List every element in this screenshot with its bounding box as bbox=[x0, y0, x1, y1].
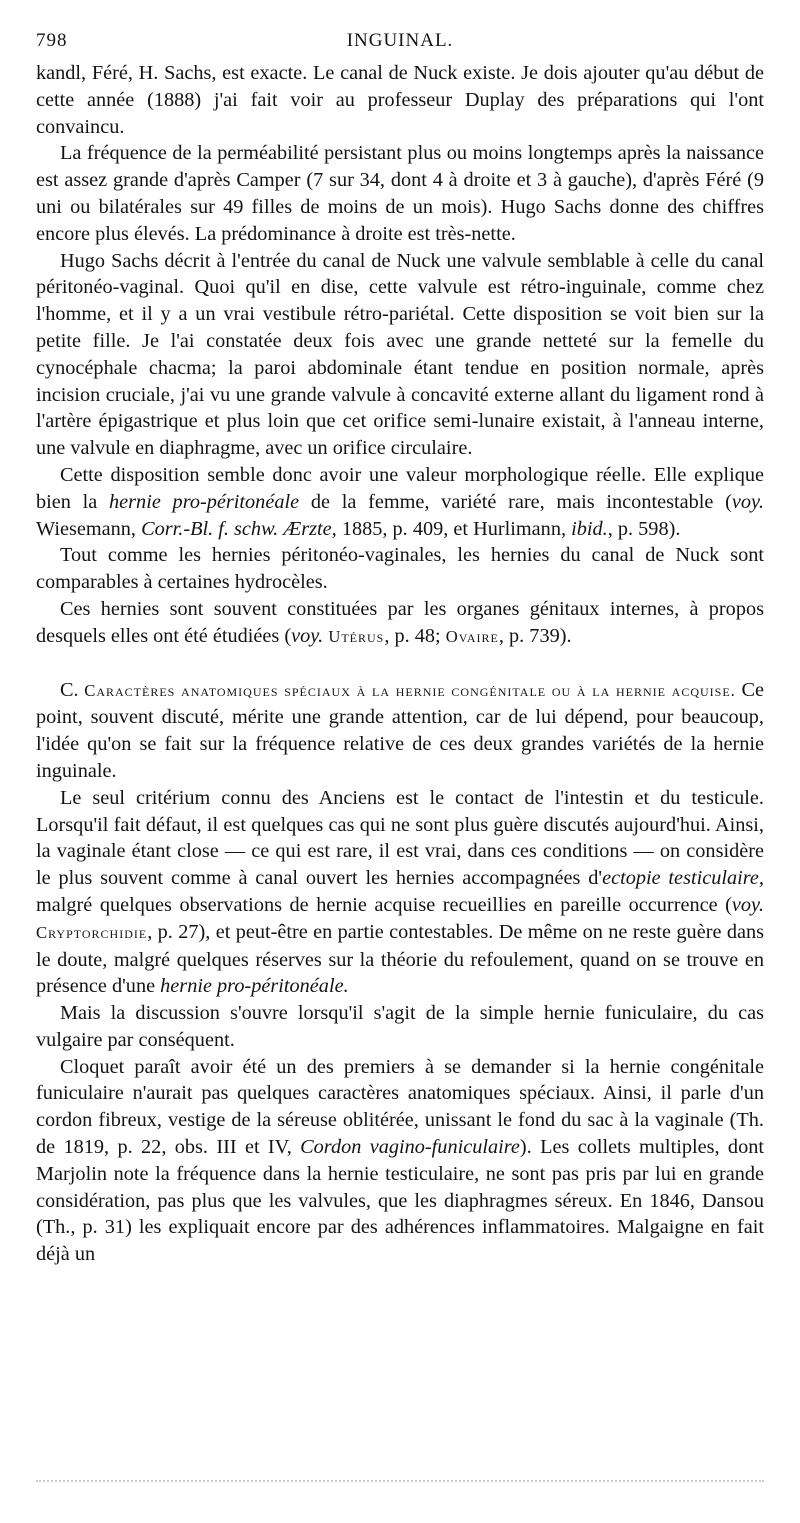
paragraph: La fréquence de la perméabilité persistant plus ou moins longtemps après la naissance est assez grande d'après Camper (7 sur 34, dont 4 à droite et 3 à gauche), d'après Féré (9 uni ou bilatérales sur 49 filles de moins de un mois). Hugo Sachs donne des chiffres encore plus élevés. La prédominance à droite est très-nette. bbox=[36, 142, 764, 245]
paragraph bbox=[36, 785, 764, 1000]
paragraph: Mais la discussion s'ouvre lorsqu'il s'agit de la simple hernie funiculaire, du cas vulgaire par conséquent. bbox=[36, 1002, 764, 1051]
paragraph bbox=[36, 462, 764, 542]
text-run: ). Les collets multiples, dont Marjolin note la fréquence dans la hernie testiculaire, ne sont pas pris par lui en grande considération, pas plus que les valvules, que les diaphragmes séreux. En 1846, Dansou (Th., p. 31) les expliquait encore par des adhérences inflammatoires. Malgaigne en fait déjà un bbox=[36, 1136, 764, 1266]
italic-run: voy. bbox=[291, 624, 324, 647]
page-number: 798 bbox=[36, 30, 68, 51]
text-run: Cloquet paraît avoir été un des premiers à se demander si la hernie congénitale funiculaire n'aurait pas quelques caractères anatomiques spéciaux. Ainsi, il parle d'un cordon fibreux, vestige de la séreuse oblitérée, unissant le fond du sac à la vaginale (Th. de 1819, p. 22, obs. III et IV, bbox=[36, 1055, 764, 1159]
running-title: INGUINAL. bbox=[346, 30, 454, 51]
text-run: , p. 739). bbox=[498, 624, 572, 647]
page-header bbox=[36, 30, 764, 60]
paragraph: Tout comme les hernies péritonéo-vaginales, les hernies du canal de Nuck sont comparables à certaines hydrocèles. bbox=[36, 544, 764, 594]
text-run: malgré quelques observations de hernie acquise recueillies en pareille occurrence ( bbox=[36, 893, 732, 916]
text-run: , p. 48; bbox=[384, 624, 446, 647]
text-run: , p. 27), et peut-être en partie contestables. De même on ne reste guère dans le doute, malgré quelques réserves sur la théorie du refoulement, quand on se trouve en présence d'une bbox=[36, 920, 764, 998]
paragraph: kandl, Féré, H. Sachs, est exacte. Le canal de Nuck existe. Je dois ajouter qu'au début de cette année (1888) j'ai fait voir au professeur Duplay des préparations qui l'ont convaincu. bbox=[36, 62, 764, 138]
text-run: de la femme, variété rare, mais incontestable ( bbox=[299, 490, 732, 513]
smallcaps-run: Utérus bbox=[328, 626, 385, 646]
italic-run: ectopie testiculaire, bbox=[602, 867, 764, 890]
bottom-dotted-rule bbox=[36, 1480, 764, 1482]
paragraph bbox=[36, 1054, 764, 1268]
text-run: Le seul critérium connu des Anciens est le contact de l'intestin et du testicule. Lorsqu'il fait défaut, il est quelques cas qui ne sont plus guère discutés aujourd'hui. Ainsi, la vaginale étant close — ce qui est rare, il est vrai, dans ces conditions — on considère le plus souvent comme à canal ouvert les hernies accompagnées d' bbox=[36, 786, 764, 890]
text-run: Ce point, souvent discuté, mérite une grande attention, car de lui dépend, pour beaucoup, l'idée qu'on se fait sur la fréquence relative de ces deux grandes variétés de la hernie inguinale. bbox=[36, 678, 764, 782]
paragraph: Hugo Sachs décrit à l'entrée du canal de Nuck une valvule semblable à celle du canal péritonéo-vaginal. Quoi qu'il en dise, cette valvule est rétro-inguinale, comme chez l'homme, et il y a un vrai vestibule rétro-pariétal. Cette disposition se voit bien sur la petite fille. Je l'ai constatée deux fois avec une grande netteté sur la femelle du cynocéphale chacma; la paroi abdominale étant tendue en position normale, après incision cruciale, j'ai vu une grande valvule à concavité externe allant du ligament rond à l'artère épigastrique et plus loin que cet orifice semi-lunaire existait, à l'anneau interne, une valvule en diaphragme, avec un orifice circulaire. bbox=[36, 249, 764, 460]
section-label: C. bbox=[60, 678, 85, 701]
text-run: Wiesemann, bbox=[36, 517, 142, 540]
italic-run: voy. bbox=[731, 893, 764, 916]
paragraph bbox=[36, 596, 764, 651]
italic-run: hernie pro-péritonéale bbox=[109, 490, 300, 513]
section-title: Caractères anatomiques spéciaux à la hernie congénitale ou à la hernie acquise. bbox=[84, 680, 736, 700]
italic-run: Corr.-Bl. f. schw. Ærzte, bbox=[141, 517, 337, 540]
italic-run: Cordon vagino-funiculaire bbox=[300, 1136, 520, 1159]
smallcaps-run: Cryptorchidie bbox=[36, 922, 148, 942]
italic-run: hernie pro-péritonéale. bbox=[160, 975, 349, 998]
italic-run: ibid. bbox=[571, 517, 608, 540]
text-run: Cette disposition semble donc avoir une valeur morphologique réelle. Elle explique bien la bbox=[36, 463, 764, 513]
section-heading-paragraph bbox=[36, 677, 764, 785]
text-run: Ces hernies sont souvent constituées par les organes génitaux internes, à propos desquels elles ont été étudiées ( bbox=[36, 597, 764, 647]
smallcaps-run: Ovaire bbox=[445, 626, 499, 646]
italic-run: voy. bbox=[731, 490, 764, 513]
text-body bbox=[36, 60, 764, 1268]
text-run: 1885, p. 409, et Hurlimann, bbox=[336, 517, 572, 540]
text-run: , p. 598). bbox=[607, 517, 681, 540]
